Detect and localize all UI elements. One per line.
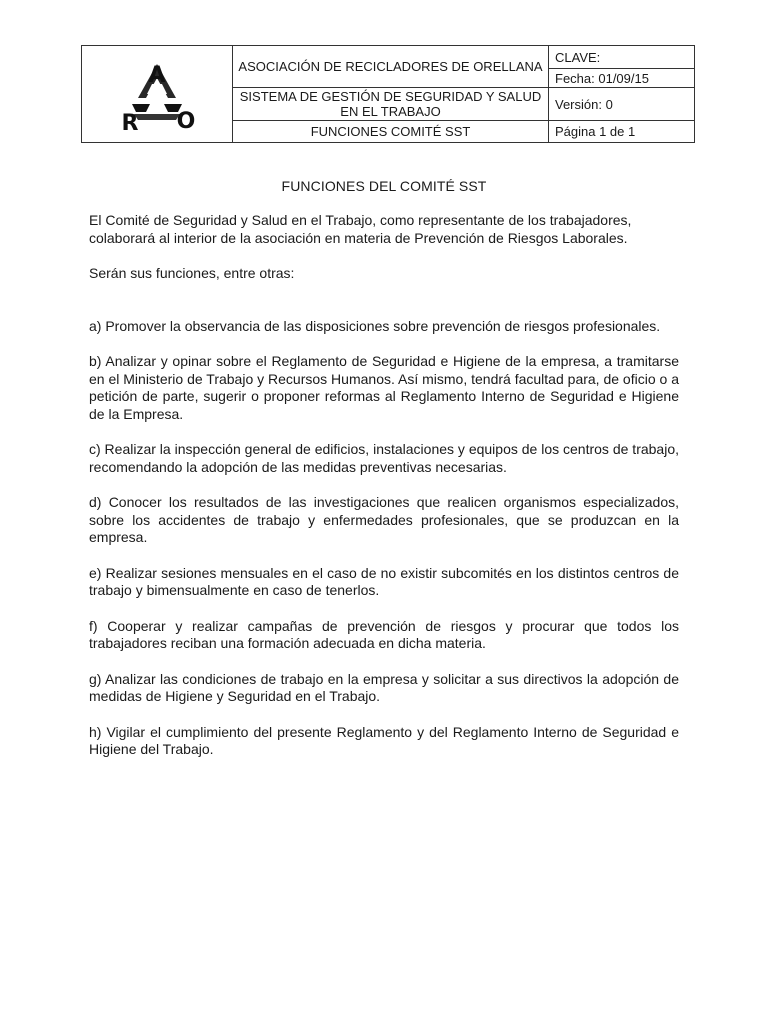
page-number-field: Página 1 de 1 [549, 121, 695, 143]
function-item-c: c) Realizar la inspección general de edificios, instalaciones y equipos de los centros de trabajo, recomendando la adopción de las medidas preventivas necesarias. [89, 441, 679, 475]
version-field: Versión: 0 [549, 88, 695, 121]
function-item-b: b) Analizar y opinar sobre el Reglamento de Seguridad e Higiene de la empresa, a tramitarse en el Ministerio de Trabajo y Recursos Humanos. Así mismo, tendrá facultad para, de oficio o a petición de parte, sugerir o proponer reformas al Reglamento Interno de Seguridad e Higiene de la Empresa. [89, 353, 679, 422]
function-item-a: a) Promover la observancia de las disposiciones sobre prevención de riesgos profesionales. [89, 317, 661, 334]
system-name: SISTEMA DE GESTIÓN DE SEGURIDAD Y SALUD EN EL TRABAJO [233, 88, 549, 121]
function-item-f: f) Cooperar y realizar campañas de prevención de riesgos y procurar que todos los trabajadores reciban una formación adecuada en dicha materia. [89, 617, 679, 651]
intro-paragraph: El Comité de Seguridad y Salud en el Trabajo, como representante de los trabajadores, colaborará al interior de la asociación en materia de Prevención de Riesgos Laborales. [89, 212, 632, 246]
function-item-e: e) Realizar sesiones mensuales en el caso de no existir subcomités en los distintos centros de trabajo y bimensualmente en caso de tenerlos. [89, 564, 679, 598]
organization-name: ASOCIACIÓN DE RECICLADORES DE ORELLANA [233, 46, 549, 88]
logo-letter-top: A [148, 63, 166, 88]
document-name: FUNCIONES COMITÉ SST [233, 121, 549, 143]
function-item-h: h) Vigilar el cumplimiento del presente Reglamento y del Reglamento Interno de Seguridad e Higiene del Trabajo. [89, 723, 679, 757]
function-item-g: g) Analizar las condiciones de trabajo en la empresa y solicitar a sus directivos la adopción de medidas de Higiene y Seguridad en el Trabajo. [89, 670, 679, 704]
document-header-table [81, 45, 695, 143]
document-body [89, 212, 679, 777]
logo-letter-right: O [176, 109, 196, 134]
fecha-field: Fecha: 01/09/15 [549, 69, 695, 88]
logo-letter-left: R [121, 111, 139, 134]
function-item-d: d) Conocer los resultados de las investigaciones que realicen organismos especializados, sobre los accidentes de trabajo y enfermedades profesionales, que se produzcan en la empresa. [89, 494, 679, 545]
logo-cell [82, 46, 233, 143]
document-title: FUNCIONES DEL COMITÉ SST [281, 178, 487, 194]
recycling-logo [112, 54, 202, 134]
lead-paragraph: Serán sus funciones, entre otras: [89, 265, 295, 281]
clave-field: CLAVE: [549, 46, 695, 69]
